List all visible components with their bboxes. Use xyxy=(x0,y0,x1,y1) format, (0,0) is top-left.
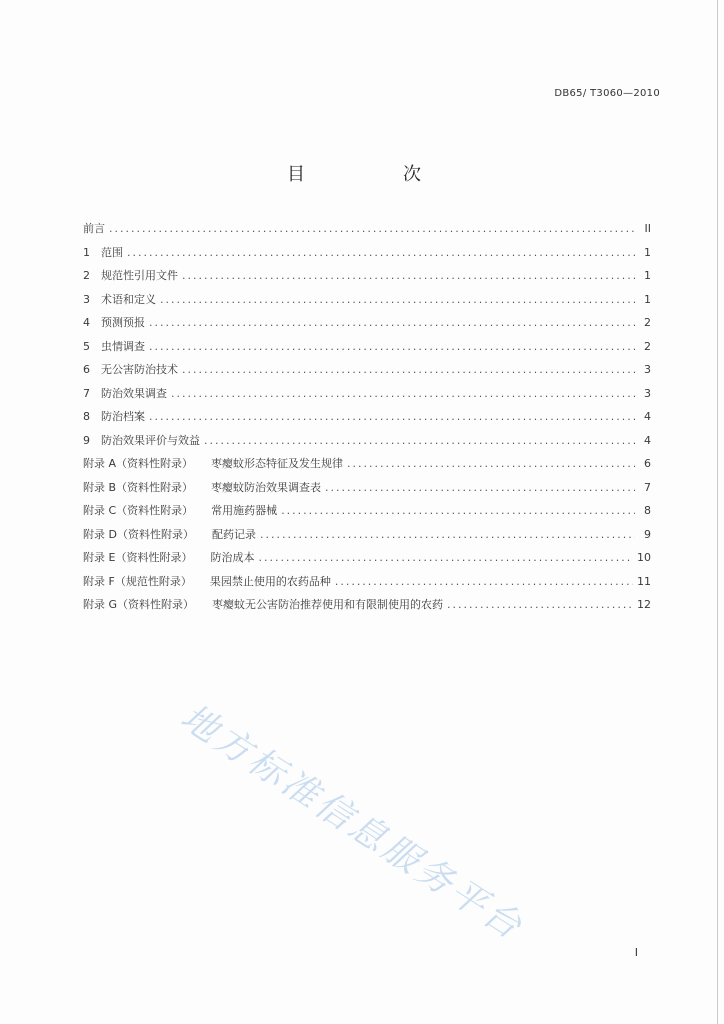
toc-entry-label: 虫情调查 xyxy=(101,339,145,353)
toc-entry-label: 常用施药器械 xyxy=(211,504,278,517)
toc-entry-annex: 附录 F（规范性附录） xyxy=(83,574,192,588)
toc-entry-leader-dots xyxy=(258,546,633,570)
toc-entry-number: 6 xyxy=(83,363,90,376)
toc-entry-leader-dots xyxy=(260,523,635,547)
toc-entry-leader-dots xyxy=(335,570,633,594)
toc-entry-page: 6 xyxy=(644,457,651,470)
toc-entry-label: 范围 xyxy=(101,245,123,259)
toc-entry-page: 1 xyxy=(644,292,651,306)
toc-entry-leader-dots xyxy=(447,593,633,617)
toc-entry[interactable] xyxy=(83,499,651,523)
toc-entry[interactable] xyxy=(83,335,651,359)
toc-entry-page: 2 xyxy=(644,316,651,329)
toc-entry[interactable] xyxy=(83,358,651,382)
toc-entry-label: 果园禁止使用的农药品种 xyxy=(209,574,331,588)
toc-entry-page: 3 xyxy=(644,386,651,400)
toc-entry[interactable] xyxy=(83,476,651,500)
toc-entry-page: 4 xyxy=(644,433,651,447)
toc-entry-label: 术语和定义 xyxy=(101,292,156,306)
toc-entry-page: 1 xyxy=(644,269,651,282)
toc-entry-leader-dots xyxy=(149,335,635,359)
toc-entry-number: 2 xyxy=(83,269,90,282)
toc-entry-page: 11 xyxy=(637,574,651,588)
toc-entry-label: 枣瘿蚊形态特征及发生规律 xyxy=(211,457,344,470)
toc-entry-page: 7 xyxy=(644,480,651,494)
toc-entry-leader-dots xyxy=(109,217,635,241)
toc-entry[interactable] xyxy=(83,570,651,594)
toc-title: 目 次 xyxy=(287,164,461,185)
toc-entry-leader-dots xyxy=(127,241,635,265)
toc-entry-number: 4 xyxy=(83,316,90,329)
toc-entry-leader-dots xyxy=(171,382,635,406)
toc-entry-label: 前言 xyxy=(83,222,105,235)
toc-entry-annex: 附录 G（资料性附录） xyxy=(83,598,195,611)
toc-entry-leader-dots xyxy=(182,358,635,382)
page-number: I xyxy=(634,946,638,959)
toc-entry-page: 1 xyxy=(644,245,651,259)
toc-entry[interactable] xyxy=(83,452,651,476)
toc-entry[interactable] xyxy=(83,264,651,288)
toc-entry-leader-dots xyxy=(182,264,635,288)
table-of-contents xyxy=(83,217,651,617)
toc-entry-page: 8 xyxy=(644,504,651,517)
toc-entry-number: 8 xyxy=(83,410,90,423)
toc-entry-annex: 附录 D（资料性附录） xyxy=(83,527,194,541)
toc-entry-annex: 附录 A（资料性附录） xyxy=(83,457,194,470)
toc-entry-label: 枣瘿蚊无公害防治推荐使用和有限制使用的农药 xyxy=(212,598,444,611)
watermark: 地方标准信息服务平台 xyxy=(173,696,532,949)
toc-entry[interactable] xyxy=(83,429,651,453)
toc-entry-page: 9 xyxy=(644,527,651,541)
toc-entry-label: 防治效果调查 xyxy=(101,386,167,400)
toc-entry-leader-dots xyxy=(347,452,635,476)
toc-entry[interactable] xyxy=(83,311,651,335)
toc-entry-label: 枣瘿蚊防治效果调查表 xyxy=(211,480,322,494)
toc-entry-number: 5 xyxy=(83,339,90,353)
toc-entry-page: 3 xyxy=(644,363,651,376)
toc-entry-page: 2 xyxy=(644,339,651,353)
toc-entry-annex: 附录 C（资料性附录） xyxy=(83,504,194,517)
toc-entry-page: II xyxy=(644,222,651,235)
toc-entry[interactable] xyxy=(83,593,651,617)
toc-entry-leader-dots xyxy=(204,429,635,453)
toc-entry-annex: 附录 E（资料性附录） xyxy=(83,551,193,564)
toc-entry[interactable] xyxy=(83,523,651,547)
toc-entry-number: 1 xyxy=(83,245,90,259)
standard-code: DB65/ T3060—2010 xyxy=(554,88,660,99)
toc-entry-label: 防治档案 xyxy=(101,410,145,423)
page-edge-line xyxy=(717,0,718,1024)
toc-entry-leader-dots xyxy=(160,288,635,312)
toc-entry-label: 防治效果评价与效益 xyxy=(101,433,200,447)
toc-entry-label: 配药记录 xyxy=(211,527,256,541)
toc-entry[interactable] xyxy=(83,241,651,265)
toc-entry-number: 7 xyxy=(83,386,90,400)
toc-entry[interactable] xyxy=(83,546,651,570)
toc-entry-annex: 附录 B（资料性附录） xyxy=(83,480,194,494)
toc-entry-leader-dots xyxy=(149,311,635,335)
toc-entry[interactable] xyxy=(83,217,651,241)
toc-entry[interactable] xyxy=(83,405,651,429)
toc-entry-leader-dots xyxy=(281,499,635,523)
toc-entry-leader-dots xyxy=(325,476,635,500)
toc-entry-label: 预测预报 xyxy=(101,316,145,329)
toc-entry-leader-dots xyxy=(149,405,635,429)
toc-entry[interactable] xyxy=(83,288,651,312)
toc-entry-page: 10 xyxy=(637,551,651,564)
toc-entry-page: 12 xyxy=(637,598,651,611)
toc-entry-label: 防治成本 xyxy=(210,551,255,564)
toc-entry[interactable] xyxy=(83,382,651,406)
toc-entry-number: 3 xyxy=(83,292,90,306)
toc-entry-page: 4 xyxy=(644,410,651,423)
toc-entry-number: 9 xyxy=(83,433,90,447)
toc-entry-label: 无公害防治技术 xyxy=(101,363,178,376)
toc-entry-label: 规范性引用文件 xyxy=(101,269,178,282)
